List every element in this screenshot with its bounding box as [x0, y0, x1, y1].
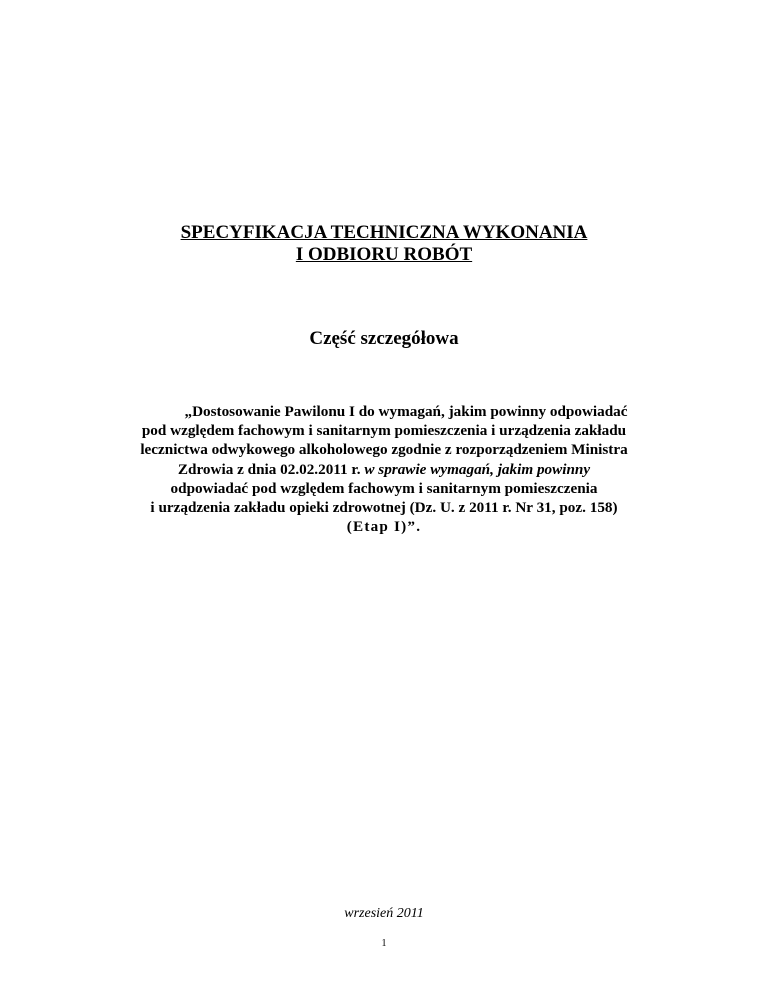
description-line-6: i urządzenia zakładu opieki zdrowotnej (Dz. U. z 2011 r. Nr 31, poz. 158) [150, 499, 618, 516]
description-line-4-italic: w sprawie wymagań, jakim powinny [364, 461, 591, 478]
description-line-4 [70, 460, 698, 480]
page-number: 1 [381, 938, 387, 949]
document-title-line-1: SPECYFIKACJA TECHNICZNA WYKONANIA [180, 222, 588, 243]
description-line-3: lecznictwa odwykowego alkoholowego zgodnie z rozporządzeniem Ministra [140, 441, 628, 458]
document-title-line-2: I ODBIORU ROBÓT [295, 244, 473, 265]
description-line-7: (Etap I)”. [346, 518, 422, 535]
document-subtitle: Część szczegółowa [309, 328, 459, 349]
document-date: wrzesień 2011 [344, 906, 424, 921]
description-line-2: pod względem fachowym i sanitarnym pomieszczenia i urządzenia zakładu [141, 422, 627, 439]
description-line-1: „Dostosowanie Pawilonu I do wymagań, jakim powinny odpowiadać [184, 403, 628, 420]
description-line-4-bold: Zdrowia z dnia 02.02.2011 r. [177, 461, 365, 478]
description-line-5: odpowiadać pod względem fachowym i sanitarnym pomieszczenia [170, 480, 598, 497]
